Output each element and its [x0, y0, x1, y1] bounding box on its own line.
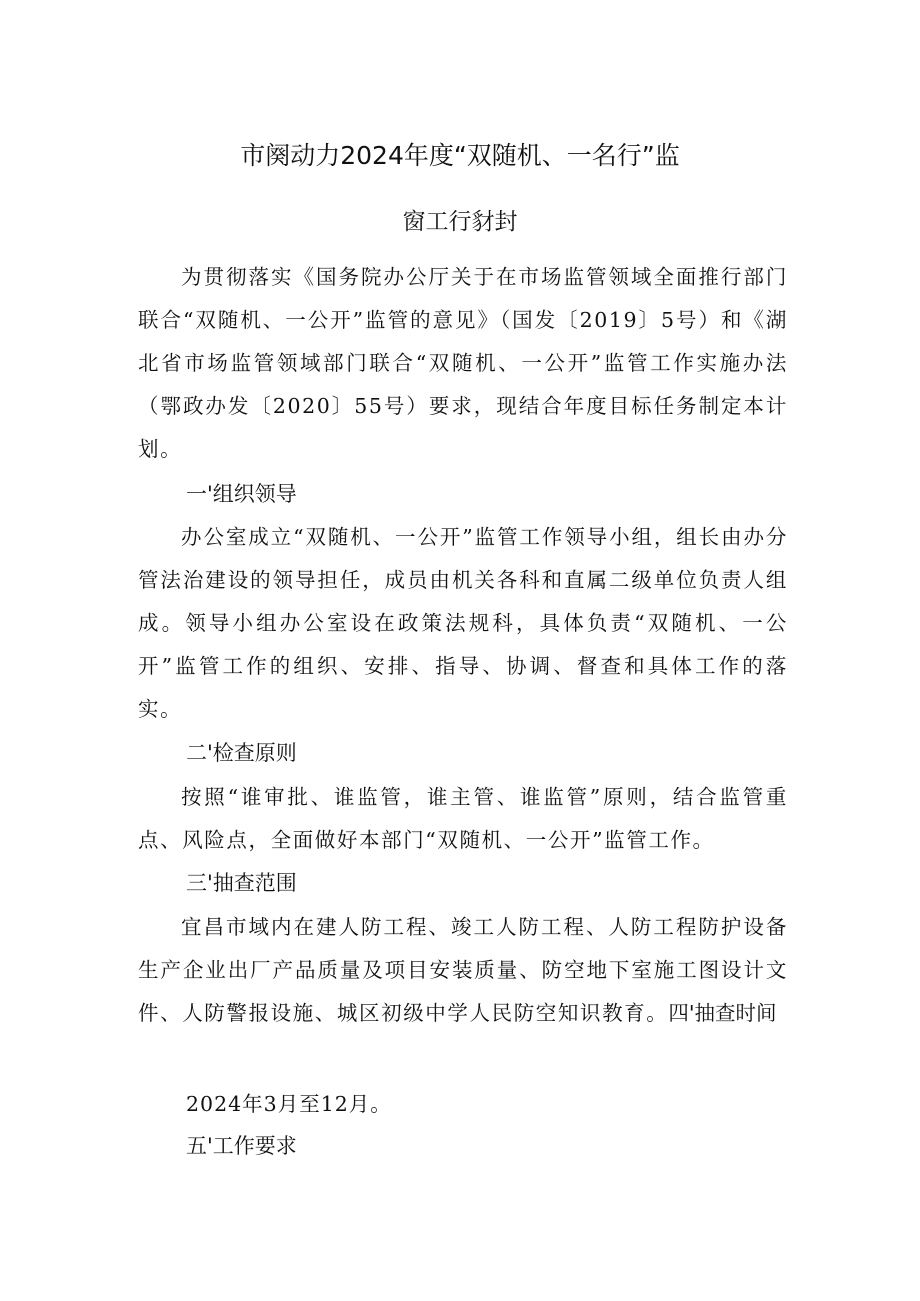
document-title-line-2: 窗工行豺封 — [402, 209, 518, 235]
section-1-heading: 一'组织领导 — [186, 482, 297, 506]
section-3-heading: 三'抽查范围 — [186, 871, 297, 895]
section-4-paragraph: 2024年3月至12月。 — [186, 1092, 392, 1116]
section-3-paragraph — [138, 906, 788, 1035]
section-3-text: 宜昌市域内在建人防工程、竣工人防工程、人防工程防护设备生产企业出厂产品质量及项目安装质量、防空地下室施工图设计文件、人防警报设施、城区初级中学人民防空知识教育。 — [138, 915, 788, 1025]
section-4-heading: 四'抽查时间 — [668, 1001, 777, 1025]
section-1-paragraph: 办公室成立“双随机、一公开”监管工作领导小组，组长由办分管法治建设的领导担任，成员由机关各科和直属二级单位负责人组成。领导小组办公室设在政策法规科，具体负责“双随机、一公开”监管工作的组织、安排、指导、协调、督查和具体工作的落实。 — [138, 525, 788, 721]
section-2-block — [138, 776, 788, 862]
intro-block — [138, 256, 788, 471]
section-2-paragraph: 按照“谁审批、谁监管，谁主管、谁监管”原则，结合监管重点、风险点，全面做好本部门“双随机、一公开”监管工作。 — [138, 785, 788, 852]
section-5-heading: 五'工作要求 — [186, 1134, 297, 1158]
section-2-heading: 二'检查原则 — [186, 741, 297, 765]
section-3-block — [138, 906, 788, 1035]
intro-paragraph: 为贯彻落实《国务院办公厅关于在市场监管领域全面推行部门联合“双随机、一公开”监管的意见》（国发〔2019〕5号）和《湖北省市场监管领域部门联合“双随机、一公开”监管工作实施办法（鄂政办发〔2020〕55号）要求，现结合年度目标任务制定本计划。 — [138, 265, 788, 461]
section-1-block — [138, 516, 788, 731]
document-title-line-1: 市阕动力2024年度“双随机、一名行”监 — [240, 141, 680, 170]
